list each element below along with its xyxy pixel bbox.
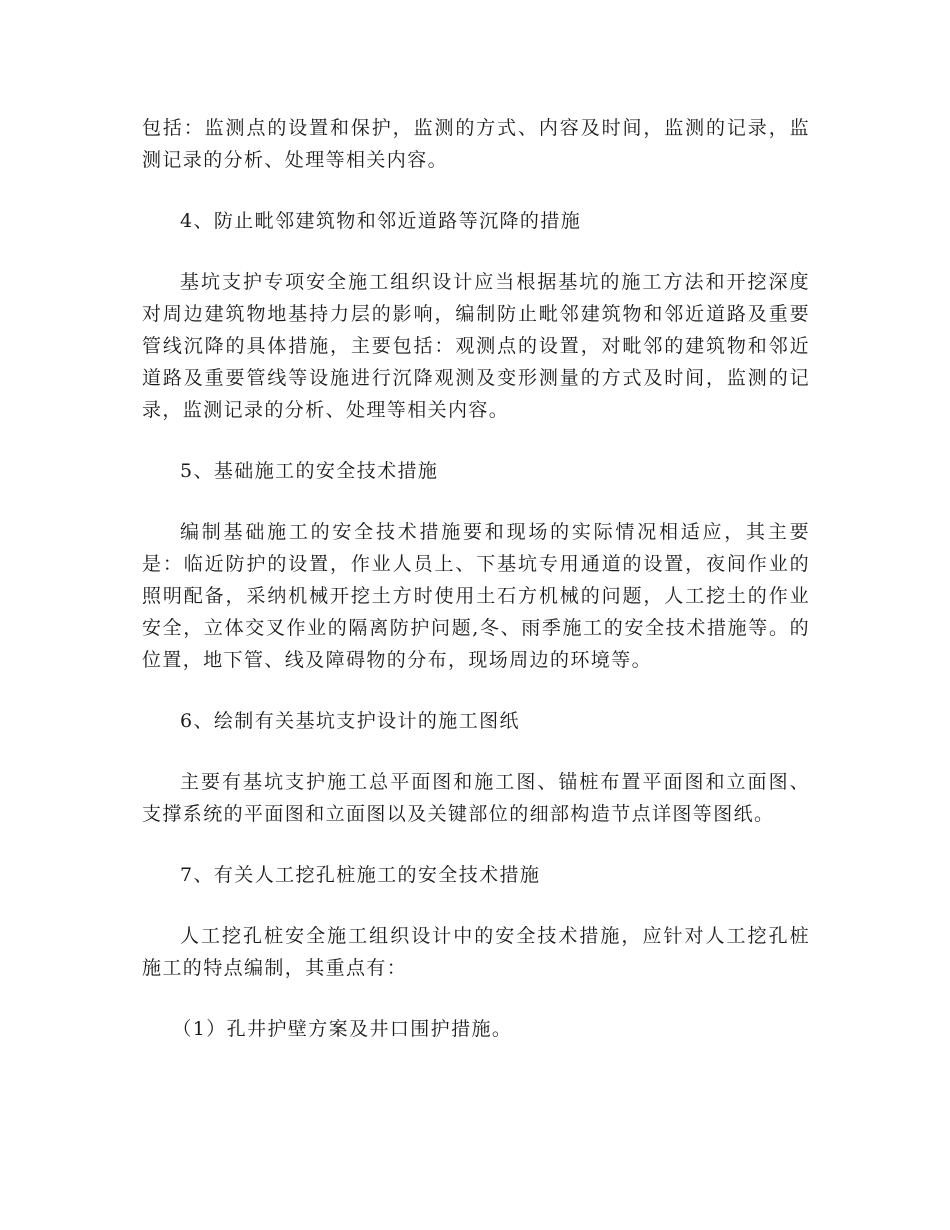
list-item-1: （1）孔井护壁方案及井口围护措施。: [172, 1018, 513, 1040]
section-heading-7: 7、有关人工挖孔桩施工的安全技术措施: [180, 864, 541, 886]
paragraph-foundation-safety: 编制基础施工的安全技术措施要和现场的实际情况相适应，其主要是：临近防护的设置，作业人员上、下基坑专用通道的设置，夜间作业的照明配备，采纳机械开挖土方时使用土石方机械的问题，人工挖土的作业安全，立体交叉作业的隔离防护问题,冬、雨季施工的安全技术措施等。的位置，地下管、线及障碍物的分布，现场周边的环境等。: [142, 521, 810, 671]
paragraph-manual-pile: 人工挖孔桩安全施工组织设计中的安全技术措施，应针对人工挖孔桩施工的特点编制，其重点有：: [142, 925, 810, 979]
paragraph-monitoring-continued: 包括：监测点的设置和保护，监测的方式、内容及时间，监测的记录，监测记录的分析、处理等相关内容。: [142, 117, 810, 171]
paragraph-drawings: 主要有基坑支护施工总平面图和施工图、锚桩布置平面图和立面图、支撑系统的平面图和立面图以及关键部位的细部构造节点详图等图纸。: [142, 771, 810, 825]
section-heading-5: 5、基础施工的安全技术措施: [180, 460, 439, 482]
section-heading-6: 6、绘制有关基坑支护设计的施工图纸: [180, 710, 520, 732]
section-heading-4: 4、防止毗邻建筑物和邻近道路等沉降的措施: [180, 210, 582, 232]
paragraph-settlement-measures: 基坑支护专项安全施工组织设计应当根据基坑的施工方法和开挖深度对周边建筑物地基持力层的影响，编制防止毗邻建筑物和邻近道路及重要管线沉降的具体措施，主要包括：观测点的设置，对毗邻的建筑物和邻近道路及重要管线等设施进行沉降观测及变形测量的方式及时间，监测的记录，监测记录的分析、处理等相关内容。: [142, 271, 810, 421]
document-body: [142, 112, 810, 1074]
